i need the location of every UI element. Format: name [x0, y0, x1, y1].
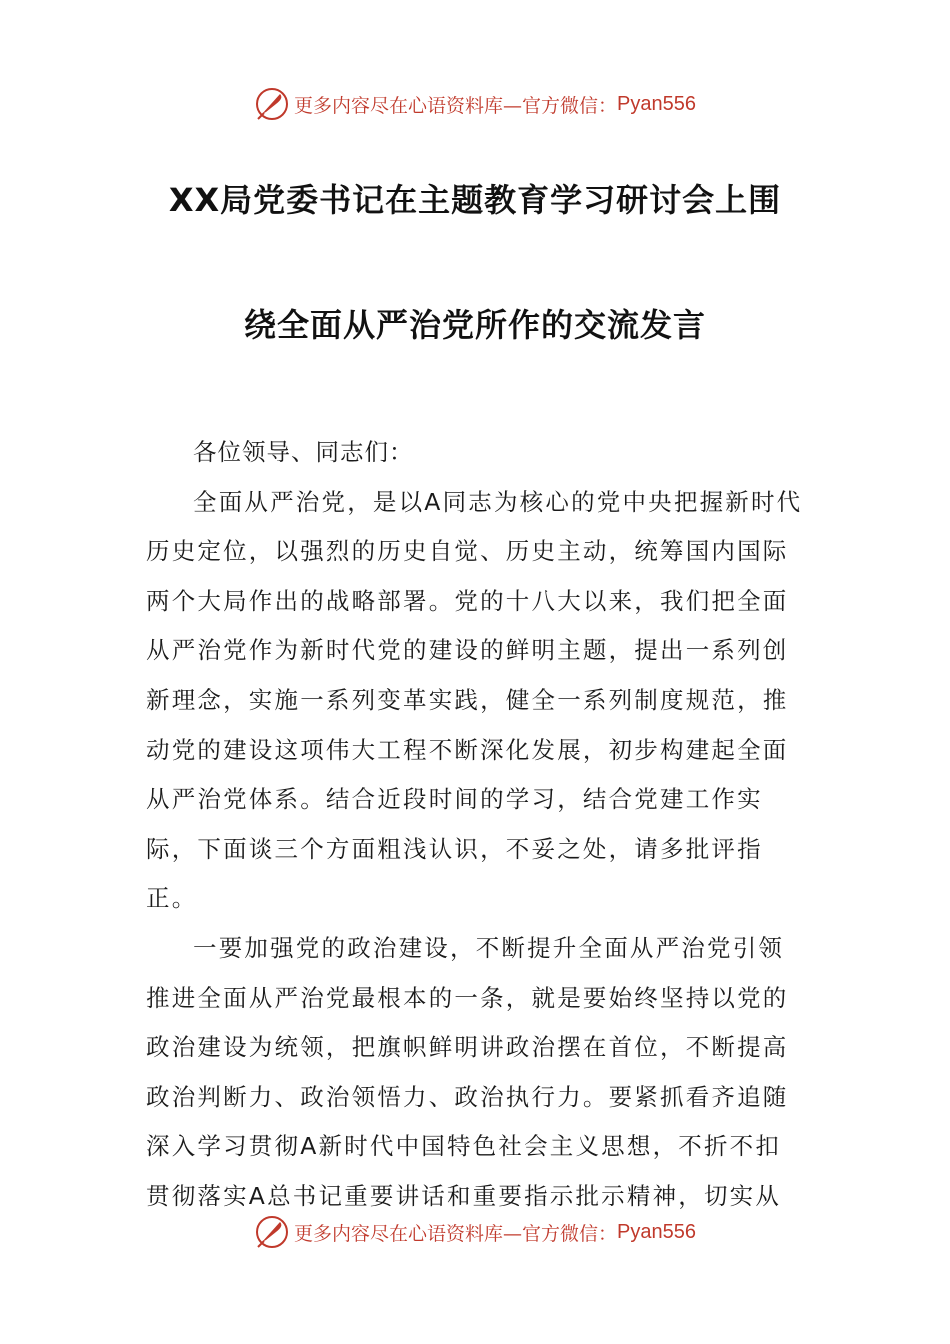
- paragraph: 一要加强党的政治建设，不断提升全面从严治党引领推进全面从严治党最根本的一条，就是要始终坚持以党的政治建设为统领，把旗帜鲜明讲政治摆在首位，不断提高政治判断力、政治领悟力、政治执行力。要紧抓看齐追随深入学习贯彻A新时代中国特色社会主义思想，不折不扣贯彻落实A总书记重要讲话和重要指示批示精神，切实从: [146, 933, 789, 1210]
- watermark-banner-top: [0, 84, 950, 124]
- watermark-id: Pyan556: [617, 92, 696, 115]
- document-title-line-1: XX局党委书记在主题教育学习研讨会上围: [168, 181, 782, 219]
- quill-logo-icon: [254, 86, 290, 122]
- document-title-line-2: 绕全面从严治党所作的交流发言: [243, 306, 706, 344]
- quill-logo-icon: [254, 1214, 290, 1250]
- salutation: 各位领导、同志们：: [193, 438, 414, 466]
- watermark-id: Pyan556: [617, 1220, 696, 1243]
- document-body: [146, 428, 806, 1222]
- watermark-text: 更多内容尽在心语资料库—官方微信：: [294, 1222, 618, 1245]
- watermark-banner-bottom: [0, 1212, 950, 1252]
- paragraph: 全面从严治党，是以A同志为核心的党中央把握新时代历史定位，以强烈的历史自觉、历史主动，统筹国内国际两个大局作出的战略部署。党的十八大以来，我们把全面从严治党作为新时代党的建设的鲜明主题，提出一系列创新理念，实施一系列变革实践，健全一系列制度规范，推动党的建设这项伟大工程不断深化发展，初步构建起全面从严治党体系。结合近段时间的学习，结合党建工作实际，下面谈三个方面粗浅认识，不妥之处，请多批评指正。: [146, 487, 803, 913]
- watermark-text: 更多内容尽在心语资料库—官方微信：: [294, 94, 618, 117]
